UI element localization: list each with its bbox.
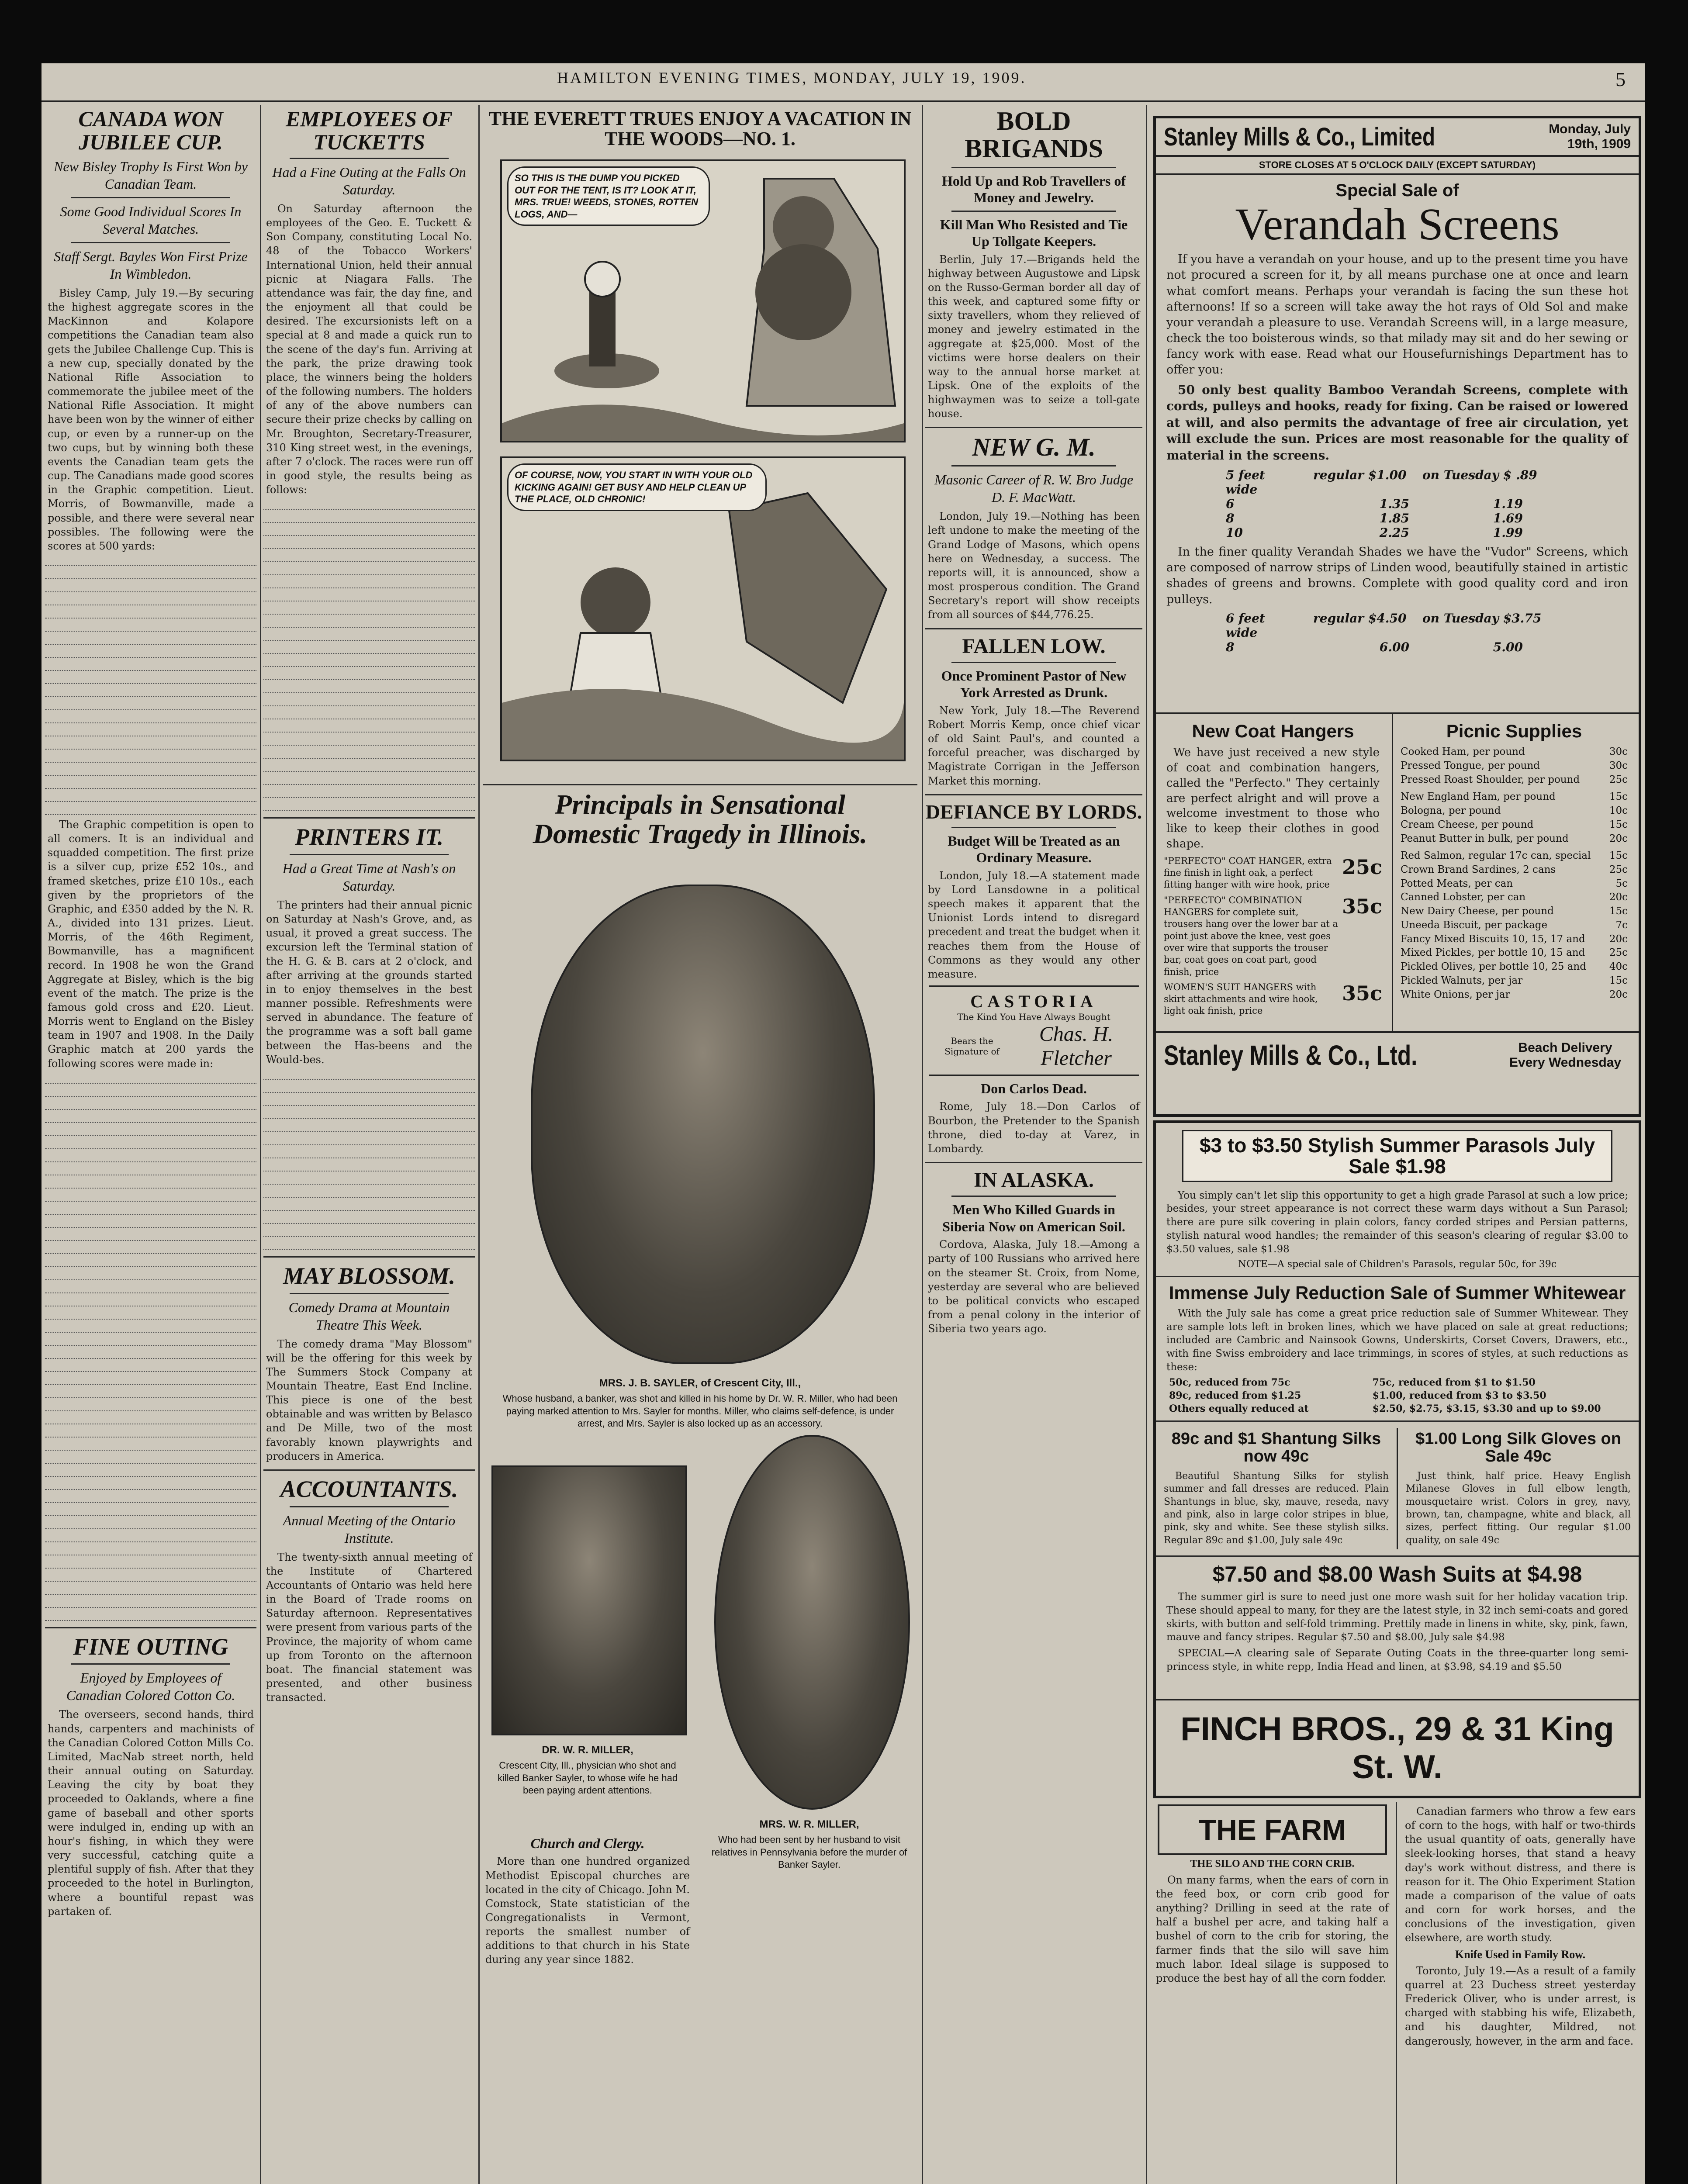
stanley-hours: STORE CLOSES AT 5 O'CLOCK DAILY (EXCEPT SATURDAY) — [1156, 157, 1639, 175]
printers-results — [263, 1069, 475, 1250]
picnic-item-name: Pickled Walnuts, per jar — [1401, 975, 1523, 986]
column-rule — [260, 105, 261, 2184]
farm-headline: THE FARM — [1158, 1804, 1387, 1855]
caption-mrs-miller — [701, 1815, 917, 1874]
picnic-item-price: 20c — [1609, 933, 1628, 945]
picnic-item-price: 5c — [1615, 878, 1628, 889]
picnic-item-name: Fancy Mixed Biscuits 10, 15, 17 and — [1401, 933, 1585, 945]
accountants-deck: Annual Meeting of the Ontario Institute. — [283, 1512, 456, 1546]
picnic-item — [1401, 745, 1628, 759]
masthead — [42, 63, 1645, 102]
vudor-prices: 6 feet wide regular $4.50 on Tuesday $3.75 8 6.00 5.00 — [1226, 611, 1542, 654]
caption-mrs-sayler-head: MRS. J. B. SAYLER, of Crescent City, Ill., — [599, 1377, 801, 1389]
picnic-item-name: Pressed Tongue, per pound — [1401, 760, 1540, 771]
picnic-item-price: 25c — [1609, 774, 1628, 785]
fine-outing-body: The overseers, second hands, third hands, carpenters and machinists of the Canadian Colored Cotton Mills Co. Limited, MacNab street north, held their annual outing on Saturday. Leaving the city by boat they proceeded to Oaklands, where a fine game of baseball and other sports were indulged in, ending up with an hour's fishing, in which they were very successful, catching quite a plentiful supply of fish. After that they proceeded to the hotel in Burlington, where a bountiful repast was partaken of. — [48, 1708, 254, 1918]
vudor-desc: In the finer quality Verandah Shades we have the "Vudor" Screens, which are composed of narrow strips of Linden wood, beautifully stained in artistic shades of greens and browns. Complete with good quality cord and iron pulleys. — [1166, 545, 1628, 606]
picnic-item-name: New England Ham, per pound — [1401, 791, 1556, 803]
stanley-footer — [1156, 1031, 1639, 1078]
picnic-item-name: Pressed Roast Shoulder, per pound — [1401, 774, 1580, 785]
fallen-low-deck: Once Prominent Pastor of New York Arrested as Drunk. — [941, 667, 1127, 701]
printers-headline: PRINTERS IT. — [294, 824, 444, 850]
picnic-item — [1401, 905, 1628, 919]
jubilee-headline: CANADA WON JUBILEE CUP. — [78, 107, 223, 154]
fallen-low-headline: FALLEN LOW. — [962, 634, 1106, 658]
tragedy-headline: Principals in Sensational Domestic Tragedy in Illinois. — [533, 789, 868, 850]
accountants-body: The twenty-sixth annual meeting of the Institute of Chartered Accountants of Ontario was held here in the Board of Trade rooms on Saturday afternoon. Representatives were present from various parts of the Province, the majority of whom came up from Toronto on the afternoon boat. The financial statement was presented, and other business transacted. — [266, 1551, 472, 1704]
picnic-item-price: 20c — [1609, 833, 1628, 844]
picnic-item — [1401, 832, 1628, 846]
gloves-body: Just think, half price. Heavy English Milanese Gloves in full elbow length, mousquetaire wrist. Colors in grey, navy, brown, tan, champagne, white and black, all sizes, perfect fitting. Our regular $1.00 quality, on sale 49c — [1406, 1470, 1631, 1546]
picnic-item — [1401, 974, 1628, 988]
picnic-item-name: Pickled Olives, per bottle 10, 25 and — [1401, 961, 1586, 973]
jubilee-deck-3: Staff Sergt. Bayles Won First Prize In Wimbledon. — [54, 249, 248, 282]
picnic-item-price: 7c — [1615, 919, 1628, 931]
alaska-headline: IN ALASKA. — [974, 1168, 1094, 1192]
brigands-body: Berlin, July 17.—Brigands held the highway between Augustowe and Lipsk on the Russo-German border all day of this week, and captured some fifty or sixty travellers, whom they relieved of money and jewelry estimated in the aggregate at $25,000. Most of the victims were horse dealers on their way to the annual horse market at Lipsk. One of the exploits of the highwaymen was to seize a toll-gate house. — [928, 253, 1140, 420]
picnic-item-name: New Dairy Cheese, per pound — [1401, 905, 1554, 917]
comic-balloon-2: OF COURSE, NOW, YOU START IN WITH YOUR OLD KICKING AGAIN! GET BUSY AND HELP CLEAN UP THE PLACE, OLD CHRONIC! — [507, 463, 767, 511]
masthead-headline: HAMILTON EVENING TIMES, MONDAY, JULY 19, 1909. — [557, 69, 1027, 86]
picnic-item-price: 10c — [1609, 805, 1628, 817]
stanley-footer-name: Stanley Mills & Co., Ltd. — [1164, 1040, 1418, 1071]
picnic-item-price: 25c — [1609, 947, 1628, 959]
parasol-note: NOTE—A special sale of Children's Parasols, regular 50c, for 39c — [1238, 1258, 1557, 1270]
fine-outing-headline: FINE OUTING — [73, 1633, 228, 1660]
picnic-item-name: Potted Meats, per can — [1401, 878, 1513, 889]
picnic-item-name: Crown Brand Sardines, 2 cans — [1401, 864, 1556, 875]
stanley-mills-ad — [1153, 116, 1641, 1117]
don-carlos-body: Rome, July 18.—Don Carlos of Bourbon, the Pretender to the Spanish throne, died to-day at Varez, in Lombardy. — [928, 1100, 1140, 1155]
picnic-item — [1401, 919, 1628, 933]
brigands-deck-1: Hold Up and Rob Travellers of Money and Jewelry. — [941, 173, 1126, 206]
picnic-item — [1401, 877, 1628, 891]
stanley-footer-tag: Beach Delivery Every Wednesday — [1509, 1040, 1622, 1070]
shantung-silks — [1156, 1428, 1398, 1550]
picnic-item — [1401, 804, 1628, 818]
alaska-body: Cordova, Alaska, July 18.—Among a party of 100 Russians who arrived here on the steamer St. Croix, from Nome, yesterday are several who are believed to be political convicts who escaped from a penal colony in the interior of Siberia two years ago. — [928, 1238, 1140, 1335]
bamboo-desc: 50 only best quality Bamboo Verandah Screens, complete with cords, pulleys and hooks, ready for fixing. Can be raised or lowered at will, and also permits the advantage of free air circulation, yet will exclude the sun. Prices are most reasonable for the quality of material in the screens. — [1166, 382, 1628, 463]
new-gm-body: London, July 19.—Nothing has been left undone to make the meeting of the Grand Lodge of Masons, which opens here on Wednesday, a success. The reports will, it is announced, show a most prosperous condition. The Grand Secretary's report will show receipts from all sources of $44,776.25. — [928, 510, 1140, 621]
church-clergy — [483, 1832, 692, 1970]
jubilee-deck-1: New Bisley Trophy Is First Won by Canadian Team. — [54, 159, 248, 192]
picnic-item — [1401, 863, 1628, 877]
picnic-item-name: Red Salmon, regular 17c can, special — [1401, 850, 1591, 862]
picnic-item — [1401, 933, 1628, 947]
newspaper-page — [42, 63, 1645, 2184]
church-headline: Church and Clergy. — [530, 1835, 645, 1851]
coat-hangers-headline: New Coat Hangers — [1192, 721, 1354, 741]
brigands-deck-2: Kill Man Who Resisted and Tie Up Tollgate Keepers. — [940, 216, 1128, 249]
caption-mrs-miller-head: MRS. W. R. MILLER, — [759, 1818, 859, 1830]
suits-body: The summer girl is sure to need just one more wash suit for her holiday vacation trip. These should appeal to many, for they are the latest style, in 32 inch semi-coats and gored skirts, with button and self-fold trimming. Prettily made in linens in white, sky, pink, fawn, mauve and fancy stripes. Regular $7.50 and $8.00, July sale $4.98 — [1166, 1591, 1628, 1643]
comic-panel-1 — [500, 159, 906, 442]
castoria-word: CASTORIA — [970, 992, 1097, 1012]
comic-balloon-1: SO THIS IS THE DUMP YOU PICKED OUT FOR THE TENT, IS IT? LOOK AT IT, MRS. TRUE! WEEDS, STONES, ROTTEN LOGS, AND— — [507, 166, 710, 226]
column-4 — [925, 105, 1142, 2184]
may-blossom-body: The comedy drama "May Blossom" will be the offering for this week by The Summers Stock Company at Mountain Theatre, East End Incline. This piece is one of the best obtainable and was written by Belasco and De Mille, two of the most favorably known playwrights and producers in America. — [266, 1337, 472, 1462]
castoria-ad — [929, 985, 1139, 1076]
comic-strip — [483, 107, 917, 775]
score-list — [45, 556, 256, 815]
picnic-item — [1401, 891, 1628, 905]
accountants-headline: ACCOUNTANTS. — [280, 1476, 458, 1502]
picnic-item-name: Cooked Ham, per pound — [1401, 746, 1525, 758]
coat-hangers — [1164, 719, 1382, 1021]
tucketts-headline: EMPLOYEES OF TUCKETTS — [285, 107, 453, 154]
fallen-low-body: New York, July 18.—The Reverend Robert Morris Kemp, once chief vicar of old Saint Paul's, and counted a forceful preacher, was discharged by Magistrate Corrigan in the Jefferson Market this morning. — [928, 704, 1140, 787]
whitewear-prices: 50c, reduced from 75c 75c, reduced from $1 to $1.50 89c, reduced from $1.25 $1.00, reduced from $3 to $3.50 Others equally reduced at $2.50, $2.75, $3.15, $3.30 and up to $9.00 — [1169, 1376, 1601, 1414]
comic-title: THE EVERETT TRUES ENJOY A VACATION IN THE WOODS—NO. 1. — [488, 108, 912, 150]
picnic-item-name: Bologna, per pound — [1401, 805, 1501, 817]
picnic-item-price: 15c — [1609, 850, 1628, 862]
caption-dr-miller — [483, 1741, 692, 1800]
suits-special: SPECIAL—A clearing sale of Separate Outing Coats in the three-quarter long semi-princess style, in white repp, India Head and linen, at $3.98, $4.19 and $5.50 — [1166, 1648, 1628, 1673]
new-gm-deck: Masonic Career of R. W. Bro Judge D. F. MacWatt. — [934, 472, 1134, 505]
hanger-item: "PERFECTO" COMBINATION HANGERS for complete suit, trousers hang over the lower bar at a point just above the knee, vest goes over wire that supports the trouser bar, coat goes on coat part, good finish, price 35c — [1164, 894, 1382, 977]
column-rule — [478, 105, 480, 2184]
photo-mrs-miller — [714, 1435, 910, 1810]
lords-body: London, July 18.—A statement made by Lord Lansdowne in a political speech makes it apparent that the Unionist Lords intend to disregard precedent and treat the budget when it reaches them from the House of Commons as they would any other measure. — [928, 869, 1140, 980]
picnic-item — [1401, 759, 1628, 773]
picnic-item-name: Mixed Pickles, per bottle 10, 15 and — [1401, 947, 1585, 959]
may-blossom-deck: Comedy Drama at Mountain Theatre This Week. — [288, 1299, 450, 1333]
page-number: 5 — [1615, 68, 1627, 90]
suits-headline: $7.50 and $8.00 Wash Suits at $4.98 — [1212, 1562, 1582, 1587]
picnic-item-price: 15c — [1609, 791, 1628, 803]
hanger-item: "PERFECTO" COAT HANGER, extra fine finish in light oak, a perfect fitting hanger with wire hook, price 25c — [1164, 855, 1382, 890]
silks-headline: 89c and $1 Shantung Silks now 49c — [1171, 1429, 1381, 1465]
picnic-item — [1401, 849, 1628, 863]
lords-headline: DEFIANCE BY LORDS. — [925, 800, 1142, 823]
picnic-item-price: 20c — [1609, 988, 1628, 1000]
stanley-date: Monday, July 19th, 1909 — [1549, 122, 1631, 151]
coat-hangers-body: We have just received a new style of coat and combination hangers, called the "Perfecto." They certainly are perfect alright and will prove a welcome investment to those who like to keep their clothes in good shape. — [1166, 746, 1380, 851]
knife-body: Toronto, July 19.—As a result of a family quarrel at 23 Duchess street yesterday Frederick Oliver, who is under arrest, is charged with stabbing his wife, Elizabeth, and his daughter, Mildred, not dangerously, however, in the arm and face. — [1405, 1964, 1636, 2047]
picnic-item-price: 25c — [1609, 864, 1628, 875]
picnic-item-name: Uneeda Biscuit, per package — [1401, 919, 1548, 931]
picnic-item-name: Cream Cheese, per pound — [1401, 819, 1534, 830]
picnic-item-name: Peanut Butter in bulk, per pound — [1401, 833, 1569, 844]
photo-dr-miller — [491, 1465, 687, 1735]
farm-subhead: THE SILO AND THE CORN CRIB. — [1190, 1858, 1355, 1870]
knife-headline: Knife Used in Family Row. — [1455, 1948, 1586, 1961]
parasol-body: You simply can't let slip this opportunity to get a high grade Parasol at such a low price; besides, your street appearance is not correct these warm days without a Sun Parasol; there are pure silk covering in plain colors, fancy corded stripes and Persian patterns, stylish natural wood handles; the remainder of this season's clearing of regular $3.00 to $3.50 values, sale $1.98 — [1166, 1189, 1628, 1255]
farm-body-1: On many farms, when the ears of corn in the feed box, or corn crib good for anything? Drilling in seed at the rate of half a bushel per acre, and taking half a bushel of corn to the crib for storing, the farmer finds that the silo will save him much labor. Ideal silage is supposed to produce the best hay of all the corn fodder. — [1156, 1873, 1389, 1984]
whitewear-headline: Immense July Reduction Sale of Summer Whitewear — [1169, 1282, 1626, 1303]
picnic-item — [1401, 818, 1628, 832]
silks-body: Beautiful Shantung Silks for stylish summer and fall dresses are reduced. Plain Shantungs in blue, sky, mauve, reseda, navy and pink, also in large color stripes in blue, pink, sky and white. See these stylish silks. Regular 89c and $1.00, July sale 49c — [1164, 1470, 1389, 1546]
race-results — [263, 499, 475, 811]
photo-mrs-sayler — [531, 885, 875, 1364]
fine-outing-deck: Enjoyed by Employees of Canadian Colored Cotton Co. — [66, 1670, 235, 1704]
picnic-item-price: 40c — [1609, 961, 1628, 973]
finch-bros-ad — [1153, 1120, 1641, 1798]
verandah-intro: If you have a verandah on your house, and up to the present time you have not procured a screen for it, by all means purchase one at once and learn what comfort means. Perhaps your verandah is facing the sun these hot afternoons! If so a screen will take away the hot rays of Old Sol and make your verandah a pleasure to use. Verandah Screens will, in a large measure, check the too boisterous winds, so that milady may sit and do her sewing or fancy work with ease. Read what our Housefurnishings Department has to offer you: — [1166, 252, 1628, 377]
picnic-item-price: 30c — [1609, 760, 1628, 771]
picnic-item-price: 15c — [1609, 975, 1628, 986]
column-rule — [922, 105, 923, 2184]
castoria-signature: Chas. H. Fletcher — [1039, 1023, 1114, 1070]
picnic-item — [1401, 790, 1628, 804]
may-blossom-headline: MAY BLOSSOM. — [283, 1262, 456, 1289]
tragedy-feature — [483, 784, 917, 2184]
whitewear-body: With the July sale has come a great price reduction sale of Summer Whitewear. They are sample lots left in broken lines, which we have placed on sale at great reductions; included are Cambric and Nainsook Gowns, Underskirts, Corset Covers, Drawers, etc., with fine Swiss embroidery and lace trimmings, in scores of styles, at such reductions as these: — [1166, 1307, 1628, 1373]
caption-dr-miller-body: Crescent City, Ill., physician who shot and killed Banker Sayler, to whose wife he had been paying ardent attentions. — [497, 1760, 678, 1796]
picnic-item-name: White Onions, per jar — [1401, 988, 1510, 1000]
comic-panel-2 — [500, 456, 906, 761]
parasol-headline: $3 to $3.50 Stylish Summer Parasols July Sale $1.98 — [1182, 1130, 1612, 1182]
picnic-supplies — [1401, 719, 1628, 1002]
farm-column — [1153, 1802, 1640, 2184]
picnic-item-price: 20c — [1609, 892, 1628, 903]
caption-mrs-sayler — [483, 1374, 917, 1433]
score-list-2 — [45, 1073, 256, 1621]
picnic-item-price: 15c — [1609, 905, 1628, 917]
printers-deck: Had a Great Time at Nash's on Saturday. — [282, 860, 456, 894]
graphic-body: The Graphic competition is open to all comers. It is an individual and squadded competition. The first prize is a silver cup, prize £52 10s., and framed sketches, prize £10 10s., each given by the proprietors of the Graphic, and £350 added by the N. R. A., divided into 131 prizes. Lieut. Morris, of the 46th Regiment, Bowmanville, has a magnificent record. In 1908 he won the Grand Aggregate at Bisley, which is the big event of the match. The prize is the famous gold cross and £20. Lieut. Morris went to England on the Bisley team in 1907 and 1908. In the Daily Graphic match at 200 yards the following scores were made in: — [48, 818, 254, 1070]
farm-body-2: Canadian farmers who throw a few ears of corn to the hogs, with half or two-thirds the usual quantity of oats, generally have sleek-looking horses, that stand a heavy day's work without distress, and there is reason for it. The Ohio Experiment Station made a comparison of the value of oats and corn for work horses, and the conclusions of the investigation, given elsewhere, are worth study. — [1405, 1805, 1636, 1944]
picnic-headline: Picnic Supplies — [1446, 721, 1582, 741]
picnic-item — [1401, 960, 1628, 974]
picnic-item — [1401, 988, 1628, 1002]
finch-bros-name: FINCH BROS., 29 & 31 King St. W. — [1156, 1699, 1639, 1796]
picnic-item — [1401, 946, 1628, 960]
picnic-item-price: 15c — [1609, 819, 1628, 830]
special-sale-label: Special Sale of — [1335, 181, 1459, 200]
picnic-item-name: Canned Lobster, per can — [1401, 892, 1526, 903]
don-carlos-headline: Don Carlos Dead. — [981, 1081, 1087, 1097]
printers-body: The printers had their annual picnic on Saturday at Nash's Grove, and, as usual, it proved a great success. The excursion left the Terminal station of the H. G. & B. cars at 2 o'clock, and after arriving at the grounds started in to enjoy themselves in the best manner possible. Refreshments were served in abundance. The feature of the programme was a soft ball game between the Has-beens and the Would-bes. — [266, 898, 472, 1066]
picnic-list — [1401, 745, 1628, 1002]
caption-dr-miller-head: DR. W. R. MILLER, — [542, 1744, 633, 1756]
new-gm-headline: NEW G. M. — [972, 433, 1096, 462]
lords-deck: Budget Will be Treated as an Ordinary Measure. — [948, 833, 1120, 866]
tucketts-deck: Had a Fine Outing at the Falls On Saturday. — [272, 164, 466, 197]
picnic-item-price: 30c — [1609, 746, 1628, 758]
caption-mrs-miller-body: Who had been sent by her husband to visit relatives in Pennsylvania before the murder of Banker Sayler. — [711, 1834, 907, 1870]
castoria-line: Bears the Signature of — [944, 1036, 1000, 1057]
tucketts-body: On Saturday afternoon the employees of the Geo. E. Tuckett & Son Company, constituting Local No. 48 of the Tobacco Workers' International Union, held their annual picnic at Niagara Falls. The attendance was fair, the day fine, and the enjoyment all that could be desired. The excursionists left on a special at 8 and made a quick run to the scene of the day's fun. Arriving at the park, the prize drawing took place, the winners being the holders of the following numbers. The holders of any of the above numbers can secure their prize checks by calling on Mr. Broughton, Secretary-Treasurer, 310 King street west, in the evenings, after 7 o'clock. The races were run off in good style, the results being as follows: — [266, 203, 472, 496]
stanley-name: Stanley Mills & Co., Limited — [1164, 122, 1435, 151]
column-2 — [263, 105, 475, 2184]
castoria-tag: The Kind You Have Always Bought — [957, 1012, 1110, 1023]
picnic-item — [1401, 773, 1628, 787]
caption-mrs-sayler-body: Whose husband, a banker, was shot and killed in his home by Dr. W. R. Miller, who had been paying marked attention to Mrs. Sayler for months. Miller, who claims self-defence, is under arrest, and Mrs. Sayler is also locked up as an accessory. — [502, 1393, 898, 1429]
silk-gloves — [1398, 1428, 1639, 1550]
church-body: More than one hundred organized Methodist Episcopal churches are located in the city of Chicago. John M. Comstock, State statistician of the Congregationalists in Vermont, reports the smallest number of additions to that church in his State during any year since 1882. — [485, 1855, 690, 1966]
column-rule — [1146, 105, 1147, 2184]
alaska-deck: Men Who Killed Guards in Siberia Now on American Soil. — [942, 1202, 1125, 1234]
jubilee-body: Bisley Camp, July 19.—By securing the highest aggregate scores in the MacKinnon and Kolapore competitions the Canadian team also gets the Jubilee Challenge Cup. This is a new cup, specially donated by the National Rifle Association to commemorate the jubilee meet of the National Rifle Association. It might have been won by the winner of either cup, or even by a runner-up on the two cups, but by winning both these events the Canadian team gets the cup. The Canadians made good scores in the Graphic competition. Lieut. Morris, of Bowmanville, made a possible, and there were several near possibles. The following were the scores at 500 yards: — [48, 287, 254, 552]
hanger-item: WOMEN'S SUIT HANGERS with skirt attachments and wire hook, light oak finish, price 35c — [1164, 981, 1382, 1016]
brigands-headline: BOLD BRIGANDS — [965, 107, 1103, 163]
bamboo-prices: 5 feet wide regular $1.00 on Tuesday $ .89 6 1.35 1.19 8 1.85 1.69 10 2.25 1.99 — [1226, 468, 1537, 540]
column-1 — [45, 105, 256, 2184]
jubilee-deck-2: Some Good Individual Scores In Several Matches. — [60, 204, 242, 237]
verandah-headline: Verandah Screens — [1235, 199, 1560, 249]
gloves-headline: $1.00 Long Silk Gloves on Sale 49c — [1415, 1429, 1621, 1465]
